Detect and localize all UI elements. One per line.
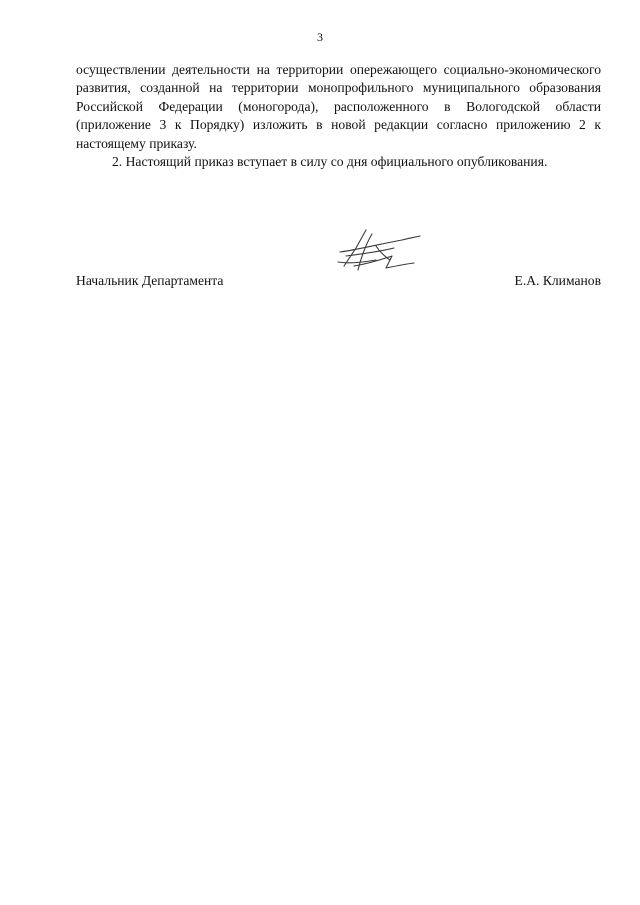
page-number: 3	[317, 30, 323, 44]
signatory-position: Начальник Департамента	[76, 273, 224, 288]
paragraph-continuation: осуществлении деятельности на территории опережающего социально-экономического развития, созданной на территории монопрофильного муниципального образования Российской Федерации (моногорода), расположенного в Вологодской области (приложение 3 к Порядку) изложить в новой редакции согласно приложению 2 к настоящему приказу.	[76, 62, 601, 151]
paragraph-item-2: 2. Настоящий приказ вступает в силу со дня официального опубликования.	[112, 154, 548, 170]
signatory-name: Е.А. Климанов	[514, 273, 601, 288]
handwritten-signature-icon	[336, 226, 422, 274]
document-body	[76, 61, 601, 171]
